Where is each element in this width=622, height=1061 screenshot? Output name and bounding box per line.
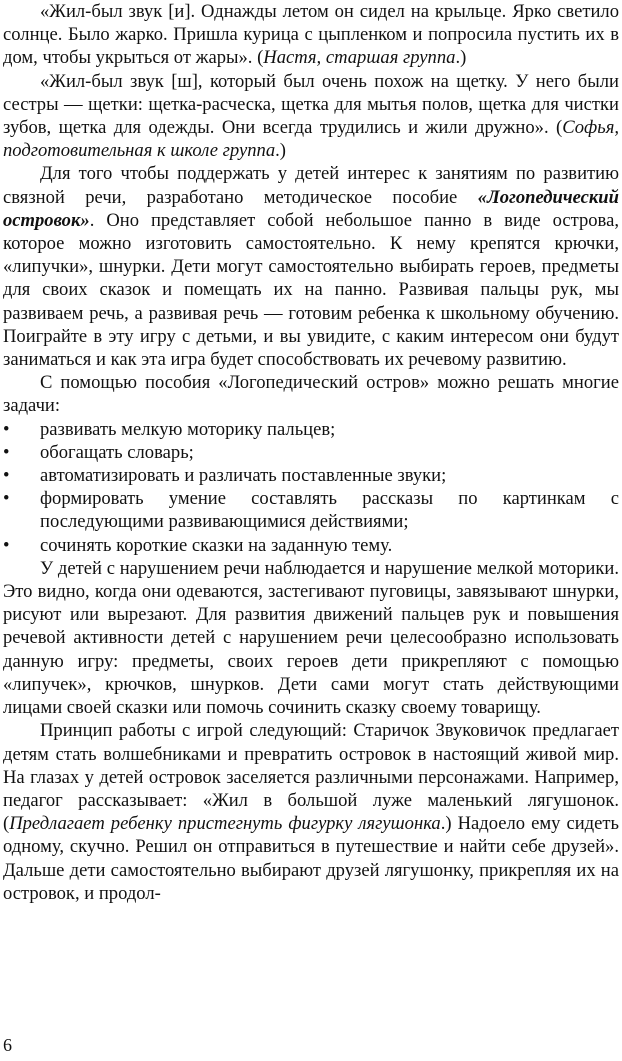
bullet-text: формировать умение составлять рассказы по картинкам с последующими развивающимися действиями;	[40, 488, 619, 533]
emphasized-text: Софья, подготовительная к школе группа	[3, 117, 619, 162]
emphasized-text: Предлагает ребенку пристегнуть фигурку лягушонка	[9, 813, 441, 835]
paragraph-text: .)	[455, 47, 467, 69]
paragraph	[3, 557, 619, 719]
paragraph-text: . Оно представляет собой небольшое панно в виде острова, которое можно изготовить самостоятельно. К нему крепятся крючки, «липучки», шнурки. Дети могут самостоятельно выбирать героев, предметы для своих сказок и помещать их на панно. Развивая пальцы рук, мы развиваем речь, а развивая речь — готовим ребенка к школьному обучению. Поиграйте в эту игру с детьми, и вы увидите, с каким интересом они будут заниматься и как эта игра будет способствовать их речевому развитию.	[3, 209, 619, 371]
emphasized-text: Настя, старшая группа	[263, 47, 456, 69]
bullet-item	[3, 418, 619, 441]
paragraphs-before-list	[3, 0, 619, 418]
paragraph-text: Принцип работы с игрой следующий: Старичок Звуковичок предлагает детям стать волшебниками и превратить островок в настоящий живой мир. На глазах у детей островок заселяется различными персонажами. Например, педагог рассказывает: «Жил в большой луже маленький лягушонок. (	[3, 720, 619, 835]
bullet-icon: •	[3, 441, 10, 463]
bullet-text: развивать мелкую моторику пальцев;	[40, 418, 336, 440]
page-body	[3, 0, 619, 905]
bullet-icon: •	[3, 534, 10, 556]
paragraph	[3, 719, 619, 905]
page-number: 6	[3, 1035, 12, 1055]
paragraph	[3, 162, 619, 371]
paragraph-text: Для того чтобы поддержать у детей интерес к занятиям по развитию связной речи, разработано методическое пособие	[3, 163, 619, 208]
bullet-item	[3, 464, 619, 487]
bullet-icon: •	[3, 488, 10, 510]
bullet-icon: •	[3, 465, 10, 487]
paragraph-text: С помощью пособия «Логопедический остров» можно решать многие задачи:	[3, 372, 619, 417]
paragraph-text: «Жил-был звук [ш], который был очень похож на щетку. У него были сестры — щетки: щетка-расческа, щетка для мытья полов, щетка для чистки зубов, щетка для одежды. Они всегда трудились и жили дружно». (	[3, 70, 619, 139]
paragraph-text: .) Надоело ему сидеть одному, скучно. Решил он отправиться в путешествие и найти себе друзей». Дальше дети самостоятельно выбирают друзей лягушонку, прикрепляя их на островок, и продол-	[3, 813, 619, 904]
bullet-item	[3, 441, 619, 464]
bullet-text: обогащать словарь;	[40, 441, 194, 463]
paragraph	[3, 70, 619, 163]
paragraph	[3, 0, 619, 70]
paragraph-text: У детей с нарушением речи наблюдается и нарушение мелкой моторики. Это видно, когда они одеваются, застегивают пуговицы, завязывают шнурки, рисуют или вырезают. Для развития движений пальцев рук и повышения речевой активности детей с нарушением речи целесообразно использовать данную игру: предметы, своих героев дети прикрепляют с помощью «липучек», крючков, шнурков. Дети сами могут стать действующими лицами своей сказки или помочь сочинить сказку своему товарищу.	[3, 557, 619, 719]
paragraphs-after-list	[3, 557, 619, 905]
emphasized-text: «Логопедический островок»	[3, 186, 619, 231]
bullet-item	[3, 487, 619, 533]
bullet-text: автоматизировать и различать поставленные звуки;	[40, 465, 447, 487]
bullet-item	[3, 534, 619, 557]
bullet-icon: •	[3, 418, 10, 440]
task-bullet-list	[3, 418, 619, 557]
bullet-text: сочинять короткие сказки на заданную тему.	[40, 534, 393, 556]
paragraph-text: .)	[275, 140, 286, 162]
paragraph-text: «Жил-был звук [и]. Однажды летом он сидел на крыльце. Ярко светило солнце. Было жарко. Пришла курица с цыпленком и попросила пустить их в дом, чтобы укрыться от жары». (	[3, 1, 619, 69]
paragraph	[3, 371, 619, 417]
